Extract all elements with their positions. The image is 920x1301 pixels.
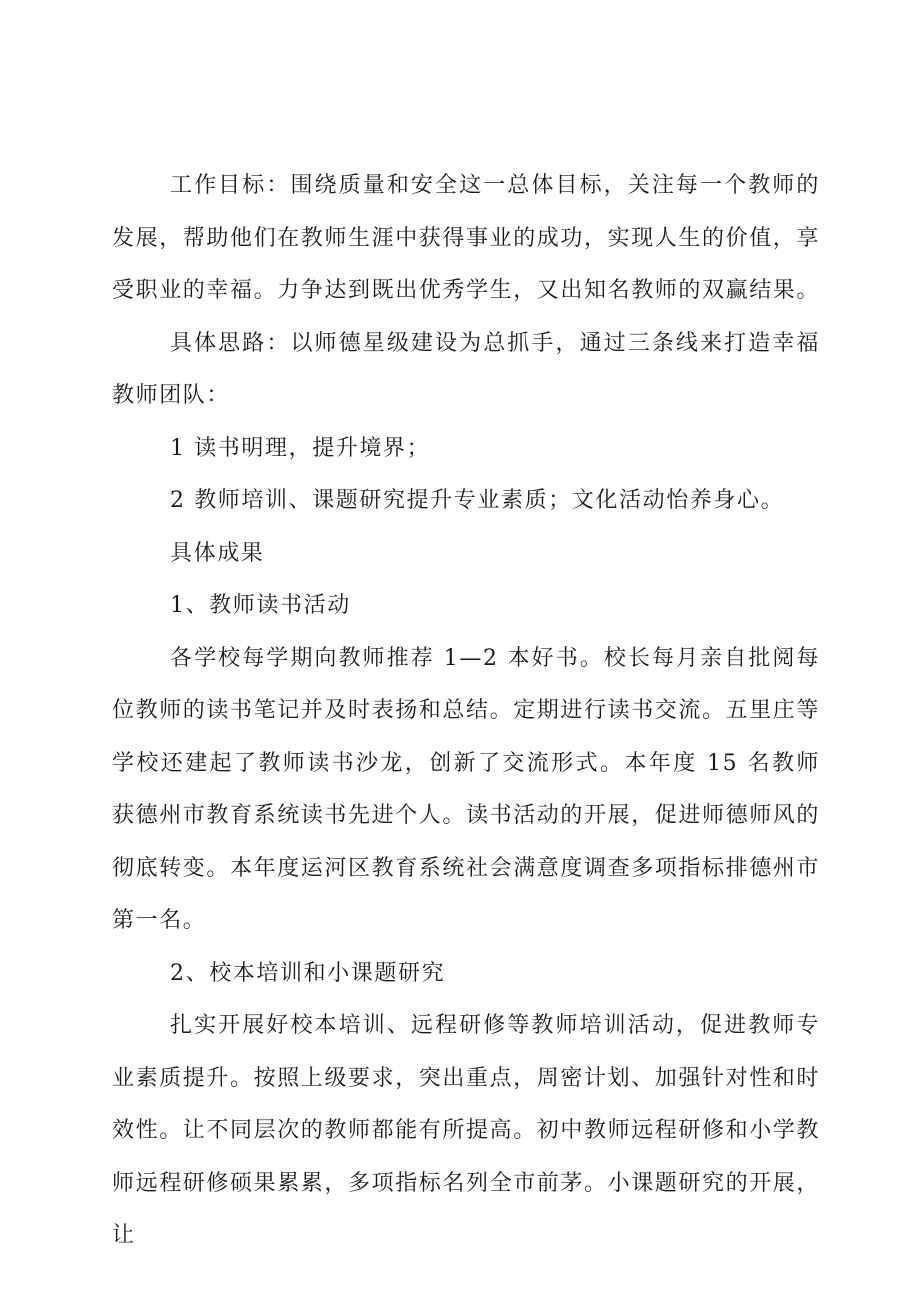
subheading-school-training: 2、校本培训和小课题研究	[170, 960, 446, 986]
paragraph-work-goal: 工作目标：围绕质量和安全这一总体目标，关注每一个教师的发展，帮助他们在教师生涯中获得事业的成功，实现人生的价值，享受职业的幸福。力争达到既出优秀学生，又出知名教师的双赢结果。	[112, 173, 821, 303]
paragraph-item-2: 2 教师培训、课题研究提升专业素质；文化活动怡养身心。	[170, 488, 785, 513]
paragraph-item-1: 1 读书明理，提升境界；	[170, 435, 431, 461]
subheading-reading-activity: 1、教师读书活动	[170, 593, 351, 618]
paragraph-reading-activity: 各学校每学期向教师推荐 1—2 本好书。校长每月亲自批阅每位教师的读书笔记并及时表扬和总结。定期进行读书交流。五里庄等学校还建起了教师读书沙龙，创新了交流形式。本年度 15 名教师获德州市教育系统读书先进个人。读书活动的开展，促进师德师风的彻底转变。本年度运河区教育系统社会满意度调查多项指标排德州市第一名。	[112, 645, 821, 933]
document-body	[112, 160, 820, 1263]
paragraph-specific-ideas: 具体思路：以师德星级建设为总抓手，通过三条线来打造幸福教师团队：	[112, 330, 820, 408]
section-heading-results: 具体成果	[170, 540, 265, 566]
paragraph-school-training: 扎实开展好校本培训、远程研修等教师培训活动，促进教师专业素质提升。按照上级要求，突出重点，周密计划、加强针对性和时效性。让不同层次的教师都能有所提高。初中教师远程研修和小学教师远程研修硕果累累，多项指标名列全市前茅。小课题研究的开展，让	[112, 1013, 821, 1248]
